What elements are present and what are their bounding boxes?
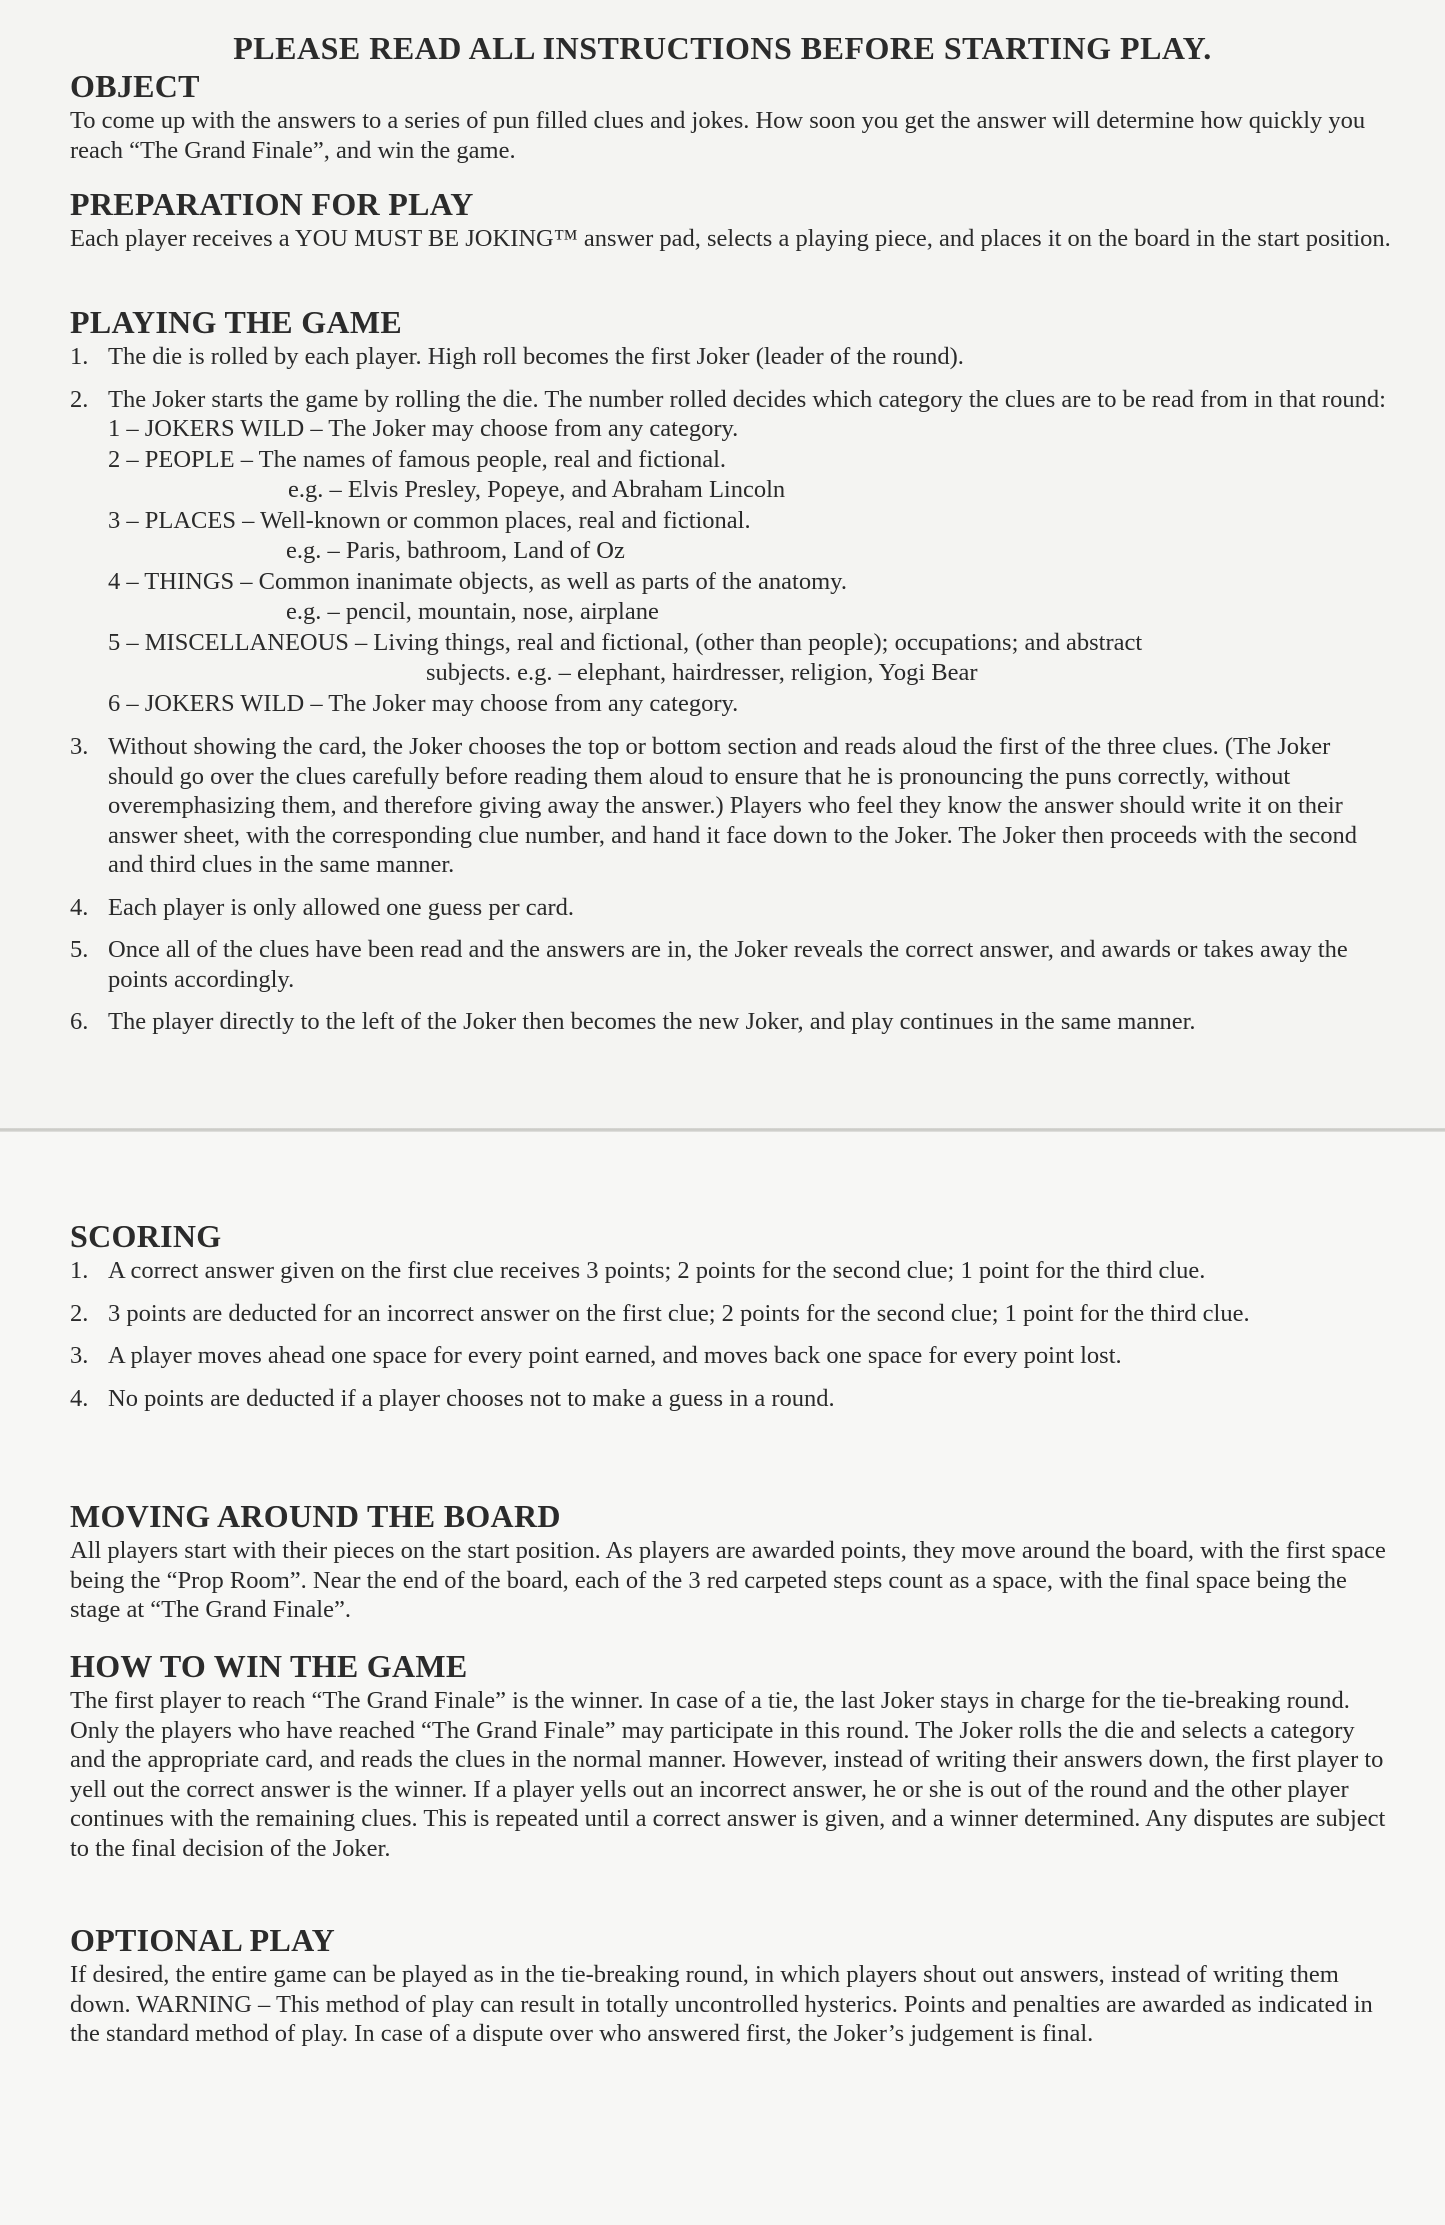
category-label: 1 – JOKERS WILD – The Joker may choose from any category. xyxy=(108,415,739,442)
item-number: 3. xyxy=(70,733,89,760)
scoring-list xyxy=(70,1256,1395,1413)
item-text: Each player is only allowed one guess per card. xyxy=(108,893,575,921)
item-number: 1. xyxy=(70,1257,89,1284)
list-item xyxy=(70,385,1395,720)
section-preparation xyxy=(70,186,1395,254)
category-example: e.g. – Paris, bathroom, Land of Oz xyxy=(286,537,625,564)
list-item xyxy=(70,342,1395,372)
category-item xyxy=(108,567,1395,628)
category-label: 6 – JOKERS WILD – The Joker may choose from any category. xyxy=(108,689,739,717)
section-optional xyxy=(70,1922,1395,2049)
item-text: The die is rolled by each player. High roll becomes the first Joker (leader of the round). xyxy=(108,343,964,370)
item-number: 4. xyxy=(70,893,89,921)
item-text: Once all of the clues have been read and the answers are in, the Joker reveals the correct answer, and awards or takes away the points accordingly. xyxy=(108,936,1348,993)
category-label: 5 – MISCELLANEOUS – Living things, real and fictional, (other than people); occupations; and abstract xyxy=(108,628,1143,656)
list-item xyxy=(70,1007,1395,1037)
section-title: MOVING AROUND THE BOARD xyxy=(70,1498,561,1534)
section-object xyxy=(70,68,1395,165)
category-item xyxy=(108,506,1395,567)
list-item xyxy=(70,1299,1395,1329)
item-number: 4. xyxy=(70,1384,89,1412)
item-text: A correct answer given on the first clue receives 3 points; 2 points for the second clue; 1 point for the third clue. xyxy=(108,1257,1206,1284)
section-title: OPTIONAL PLAY xyxy=(70,1922,335,1958)
category-label: 4 – THINGS – Common inanimate objects, as well as parts of the anatomy. xyxy=(108,567,847,595)
section-scoring xyxy=(70,1218,1395,1413)
item-number: 1. xyxy=(70,343,89,370)
item-text: 3 points are deducted for an incorrect answer on the first clue; 2 points for the second clue; 1 point for the third clue. xyxy=(108,1299,1250,1327)
category-list xyxy=(108,414,1395,719)
section-text: All players start with their pieces on the start position. As players are awarded points, they move around the board, with the first space being the “Prop Room”. Near the end of the board, each of the 3 red carpeted steps count as a space, with the final space being the stage at “The Grand Finale”. xyxy=(70,1537,1386,1623)
page-header: PLEASE READ ALL INSTRUCTIONS BEFORE STARTING PLAY. xyxy=(233,30,1212,66)
playing-list xyxy=(70,342,1395,1037)
section-text: Each player receives a YOU MUST BE JOKING™ answer pad, selects a playing piece, and places it on the board in the start position. xyxy=(70,225,1391,252)
section-text: If desired, the entire game can be played as in the tie-breaking round, in which players shout out answers, instead of writing them down. WARNING – This method of play can result in totally uncontrolled hysterics. Points and penalties are awarded as indicated in the standard method of play. In case of a dispute over who answered first, the Joker’s judgement is final. xyxy=(70,1961,1373,2047)
category-example: subjects. e.g. – elephant, hairdresser, religion, Yogi Bear xyxy=(426,659,978,686)
section-text: The first player to reach “The Grand Finale” is the winner. In case of a tie, the last Joker stays in charge for the tie-breaking round. Only the players who have reached “The Grand Finale” may participate in this round. The Joker rolls the die and selects a category and the appropriate card, and reads the clues in the normal manner. However, instead of writing their answers down, the first player to yell out the correct answer is the winner. If a player yells out an incorrect answer, he or she is out of the round and the other player continues with the remaining clues. This is repeated until a correct answer is given, and a winner determined. Any disputes are subject to the final decision of the Joker. xyxy=(70,1687,1386,1862)
section-playing xyxy=(70,304,1395,1037)
list-item xyxy=(70,1341,1395,1371)
section-title: SCORING xyxy=(70,1218,222,1254)
list-item xyxy=(70,1256,1395,1286)
list-item xyxy=(70,1384,1395,1414)
section-text: To come up with the answers to a series of pun filled clues and jokes. How soon you get the answer will determine how quickly you reach “The Grand Finale”, and win the game. xyxy=(70,107,1366,164)
section-moving xyxy=(70,1498,1395,1625)
category-item xyxy=(108,445,1395,506)
category-label: 3 – PLACES – Well-known or common places, real and fictional. xyxy=(108,506,751,534)
item-text: Without showing the card, the Joker chooses the top or bottom section and reads aloud the first of the three clues. (The Joker should go over the clues carefully before reading them aloud to ensure that he is pronouncing the puns correctly, without overemphasizing them, and therefore giving away the answer.) Players who feel they know the answer should write it on their answer sheet, with the corresponding clue number, and hand it face down to the Joker. The Joker then proceeds with the second and third clues in the same manner. xyxy=(108,733,1358,878)
category-example: e.g. – pencil, mountain, nose, airplane xyxy=(286,598,659,625)
category-label: 2 – PEOPLE – The names of famous people, real and fictional. xyxy=(108,445,727,473)
section-title: HOW TO WIN THE GAME xyxy=(70,1648,468,1684)
item-text: A player moves ahead one space for every point earned, and moves back one space for every point lost. xyxy=(108,1342,1122,1369)
item-text: The Joker starts the game by rolling the die. The number rolled decides which category the clues are to be read from in that round: xyxy=(108,385,1386,413)
item-number: 3. xyxy=(70,1342,89,1369)
category-example: e.g. – Elvis Presley, Popeye, and Abraham Lincoln xyxy=(288,476,786,503)
item-number: 5. xyxy=(70,936,89,963)
section-title: PLAYING THE GAME xyxy=(70,304,402,340)
list-item xyxy=(70,935,1395,994)
category-item xyxy=(108,689,1395,720)
list-item xyxy=(70,732,1395,880)
category-item xyxy=(108,414,1395,445)
category-item xyxy=(108,628,1395,689)
item-text: The player directly to the left of the Joker then becomes the new Joker, and play continues in the same manner. xyxy=(108,1008,1196,1035)
item-text: No points are deducted if a player chooses not to make a guess in a round. xyxy=(108,1384,835,1412)
item-number: 2. xyxy=(70,1299,89,1327)
section-title: PREPARATION FOR PLAY xyxy=(70,186,474,222)
list-item xyxy=(70,893,1395,923)
section-title: OBJECT xyxy=(70,68,200,104)
item-number: 2. xyxy=(70,385,89,413)
paper-fold xyxy=(0,1128,1445,1132)
item-number: 6. xyxy=(70,1008,89,1035)
section-win xyxy=(70,1648,1395,1863)
